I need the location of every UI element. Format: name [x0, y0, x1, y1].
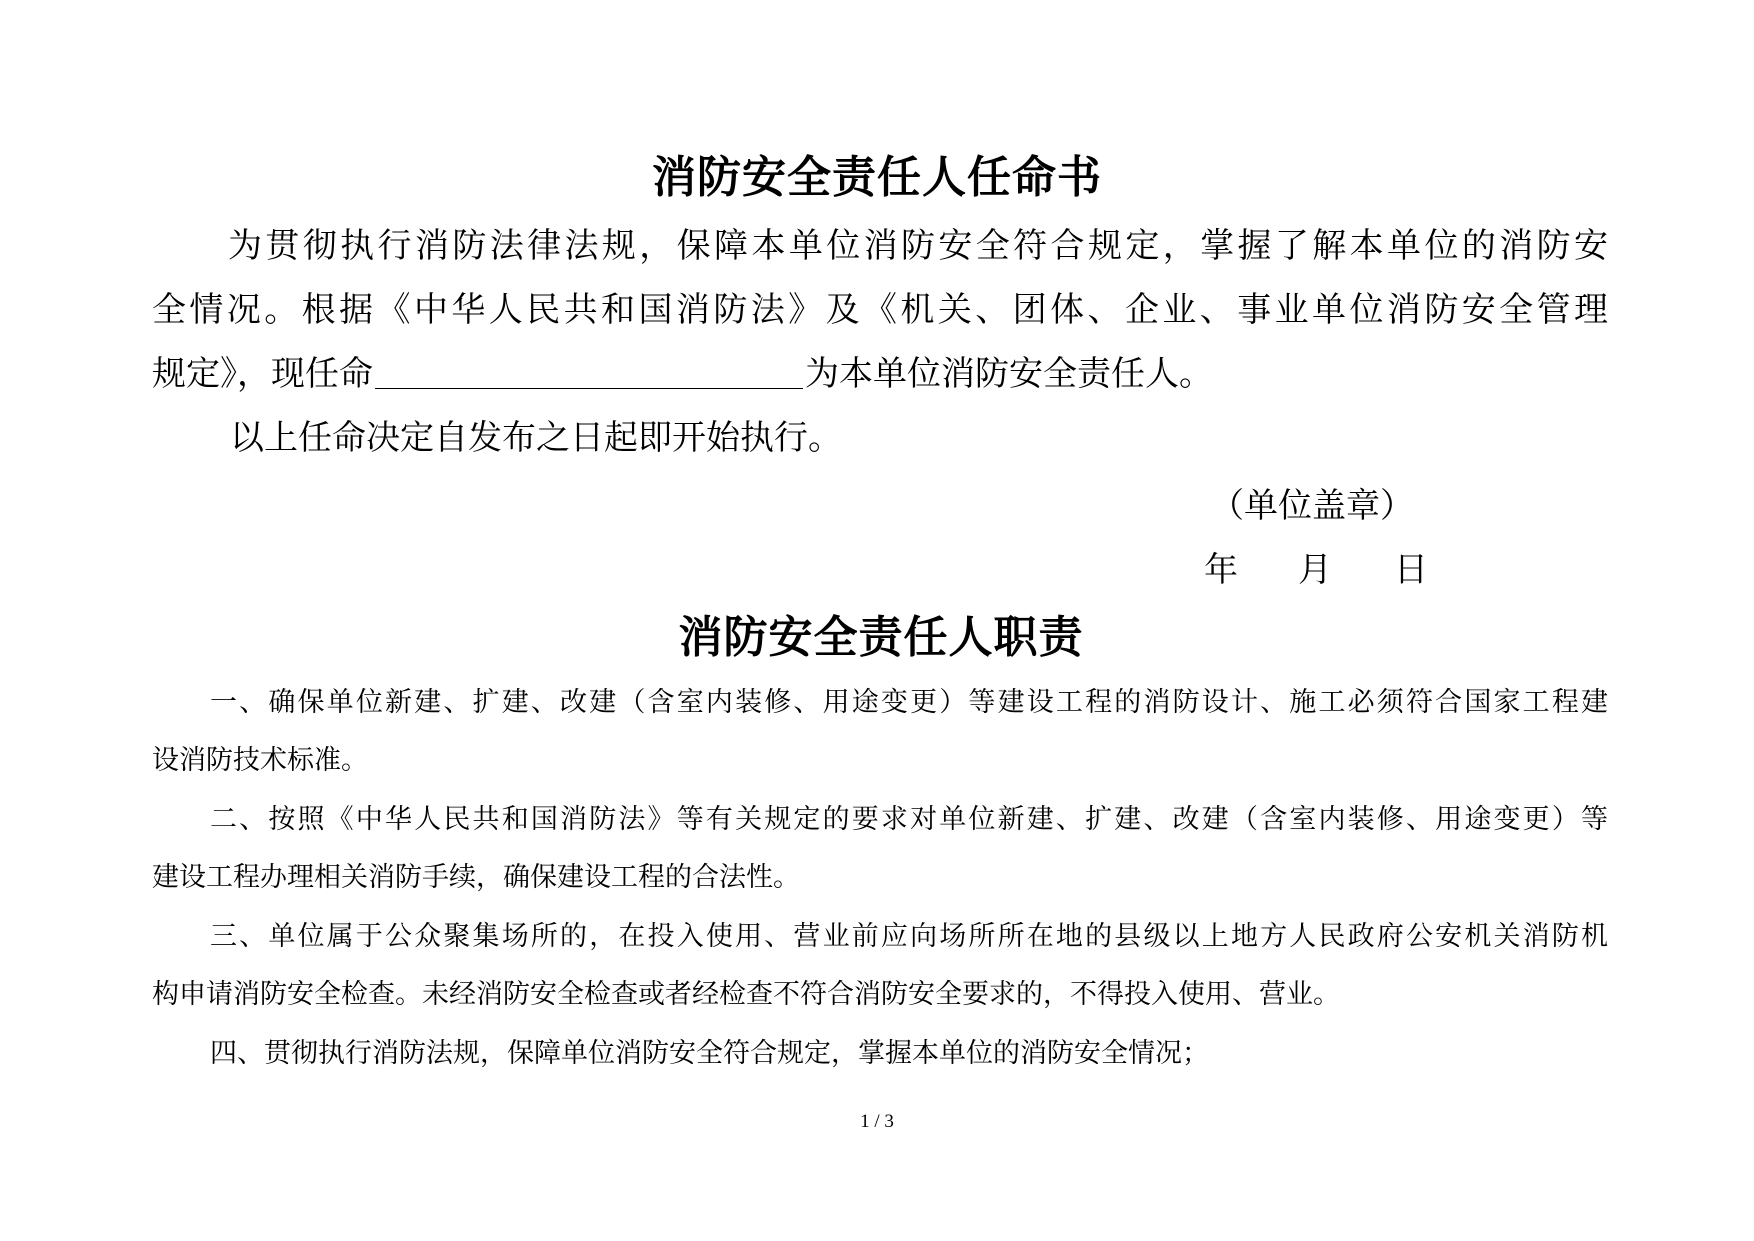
appointment-paragraph-line-3	[152, 342, 1608, 406]
appointment-title: 消防安全责任人任命书	[652, 152, 1102, 203]
duty-item-3-line-1: 三、单位属于公众聚集场所的，在投入使用、营业前应向场所所在地的县级以上地方人民政府公安机关消防机	[210, 921, 1608, 952]
appointment-paragraph-line-1: 为贯彻执行消防法律法规，保障本单位消防安全符合规定，掌握了解本单位的消防安	[228, 226, 1608, 266]
duty-item-4-line-1: 四、贯彻执行消防法规，保障单位消防安全符合规定，掌握本单位的消防安全情况；	[210, 1038, 1209, 1069]
duties-title: 消防安全责任人职责	[678, 612, 1084, 663]
date-month-label: 月	[1298, 550, 1332, 590]
date-year-label: 年	[1204, 550, 1238, 590]
page-number: 1 / 3	[860, 1111, 894, 1132]
duty-item-2-line-1: 二、按照《中华人民共和国消防法》等有关规定的要求对单位新建、扩建、改建（含室内装修、用途变更）等	[210, 804, 1608, 835]
duty-item-3-line-2: 构申请消防安全检查。未经消防安全检查或者经检查不符合消防安全要求的，不得投入使用、营业。	[152, 979, 1340, 1010]
appointment-paragraph-line-2: 全情况。根据《中华人民共和国消防法》及《机关、团体、企业、事业单位消防安全管理	[152, 290, 1608, 330]
appointment-prefix: 规定》，现任命	[152, 354, 373, 394]
appointment-suffix: 为本单位消防安全责任人。	[805, 354, 1213, 394]
duty-item-1-line-1: 一、确保单位新建、扩建、改建（含室内装修、用途变更）等建设工程的消防设计、施工必须符合国家工程建	[210, 687, 1608, 718]
duty-item-1-line-2: 设消防技术标准。	[152, 745, 368, 776]
duty-item-2-line-2: 建设工程办理相关消防手续，确保建设工程的合法性。	[152, 862, 800, 893]
appointment-effective-statement: 以上任命决定自发布之日起即开始执行。	[230, 418, 842, 458]
appointee-name-blank	[375, 354, 803, 389]
date-day-label: 日	[1394, 550, 1428, 590]
signature-date	[1204, 538, 1428, 602]
unit-seal-label: （单位盖章）	[1210, 486, 1414, 526]
